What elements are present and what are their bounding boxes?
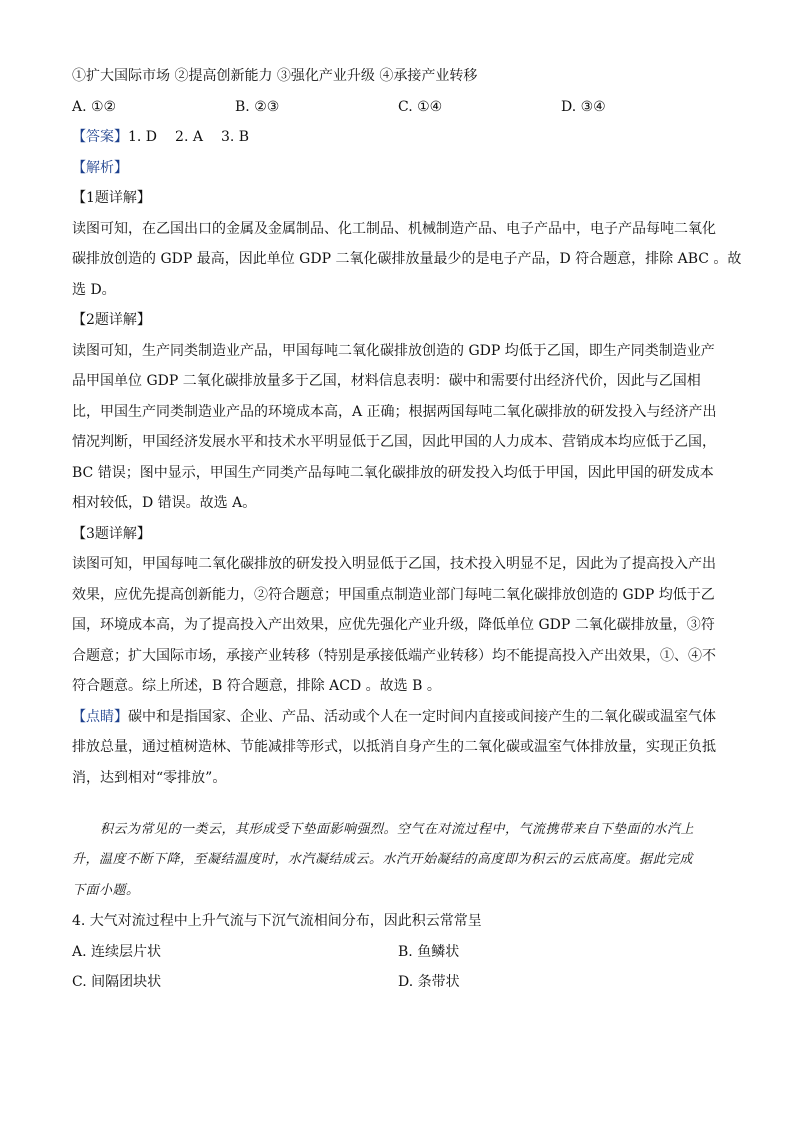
q1-line: 读图可知，在乙国出口的金属及金属制品、化工制品、机械制造产品、电子产品中，电子产品每吨二氧化 bbox=[72, 220, 716, 237]
tip-line-first bbox=[72, 705, 724, 729]
q3-line: 读图可知，甲国每吨二氧化碳排放的研发投入明显低于乙国，技术投入明显不足，因此为了提高投入产出 bbox=[72, 556, 716, 572]
tip-line: 排放总量，通过植树造林、节能减排等形式，以抵消自身产生的二氧化碳或温室气体排放量，实现正负抵 bbox=[72, 739, 716, 755]
answer-line bbox=[72, 125, 724, 149]
material-passage bbox=[72, 818, 724, 903]
document-content bbox=[72, 64, 742, 1001]
answer-item-2: 2. A bbox=[175, 129, 203, 145]
answer-label: 【答案】 bbox=[72, 129, 128, 145]
q3-line: 国，环境成本高，为了提高投入产出效果，应优先强化产业升级，降低单位 GDP 二氧化碳排放量，③符 bbox=[72, 617, 715, 633]
material-line: 积云为常见的一类云，其形成受下垫面影响强烈。空气在对流过程中，气流携带来自下垫面的水汽上 bbox=[100, 821, 695, 837]
answer-item-3: 3. B bbox=[220, 129, 250, 145]
q3-options-header: ①扩大国际市场 ②提高创新能力 ③强化产业升级 ④承接产业转移 bbox=[72, 68, 478, 84]
tip-label: 【点睛】 bbox=[72, 708, 128, 725]
q2-line: 品甲国单位 GDP 二氧化碳排放量多于乙国，材料信息表明：碳中和需要付出经济代价，因此与乙国相 bbox=[72, 373, 701, 389]
analysis-label: 【解析】 bbox=[72, 159, 128, 176]
q4-choices-row-1 bbox=[72, 940, 724, 964]
q3-choice-b: B. ②③ bbox=[235, 98, 280, 115]
q3-line: 效果，应优先提高创新能力，②符合题意；甲国重点制造业部门每吨二氧化碳排放创造的 GDP 均低于乙 bbox=[72, 586, 715, 603]
q1-explanation bbox=[72, 217, 742, 302]
tip-line: 碳中和是指国家、企业、产品、活动或个人在一定时间内直接或间接产生的二氧化碳或温室气体 bbox=[128, 708, 716, 725]
q3-heading: 【3题详解】 bbox=[72, 525, 151, 542]
q4-choice-d: D. 条带状 bbox=[398, 974, 460, 990]
q1-line: 选 D。 bbox=[72, 281, 116, 298]
q1-line: 碳排放创造的 GDP 最高，因此单位 GDP 二氧化碳排放量最少的是电子产品，D 符合题意，排除 ABC 。故 bbox=[72, 251, 742, 267]
q3-choices bbox=[72, 95, 724, 119]
q2-line: 情况判断，甲国经济发展水平和技术水平明显低于乙国，因此甲国的人力成本、营销成本均应低于乙国， bbox=[72, 434, 716, 450]
material-line: 下面小题。 bbox=[72, 882, 140, 898]
q2-line: 读图可知，生产同类制造业产品，甲国每吨二氧化碳排放创造的 GDP 均低于乙国，即生产同类制造业产 bbox=[72, 342, 715, 359]
q4-stem: 4. 大气对流过程中上升气流与下沉气流相间分布，因此积云常常呈 bbox=[72, 913, 482, 929]
tip-line: 消，达到相对“零排放”。 bbox=[72, 769, 227, 786]
tip-block bbox=[72, 705, 724, 790]
q3-line: 合题意；扩大国际市场，承接产业转移（特别是承接低端产业转移）均不能提高投入产出效果，①、④不 bbox=[72, 647, 716, 664]
q2-explanation bbox=[72, 339, 724, 516]
q3-explanation bbox=[72, 552, 724, 698]
q4-choice-b: B. 鱼鳞状 bbox=[398, 943, 460, 960]
q4-choices-row-2 bbox=[72, 970, 724, 994]
q3-choice-c: C. ①④ bbox=[398, 98, 443, 115]
q2-line: BC 错误；图中显示，甲国生产同类产品每吨二氧化碳排放的研发投入均低于甲国，因此甲国的研发成本 bbox=[72, 464, 714, 481]
material-line: 升，温度不断下降，至凝结温度时，水汽凝结成云。水汽开始凝结的高度即为积云的云底高度。据此完成 bbox=[72, 852, 694, 867]
answer-item-1: 1. D bbox=[128, 129, 158, 145]
q4-choice-c: C. 间隔团块状 bbox=[72, 974, 162, 990]
q2-line: 相对较低，D 错误。故选 A。 bbox=[72, 495, 257, 511]
q3-choice-a: A. ①② bbox=[72, 98, 117, 115]
q1-heading: 【1题详解】 bbox=[72, 190, 151, 206]
q4-choice-a: A. 连续层片状 bbox=[72, 943, 162, 960]
q2-heading: 【2题详解】 bbox=[72, 312, 151, 328]
q2-line: 比，甲国生产同类制造业产品的环境成本高，A 正确；根据两国每吨二氧化碳排放的研发投入与经济产出 bbox=[72, 403, 717, 420]
q3-choice-d: D. ③④ bbox=[561, 98, 606, 115]
q3-line: 符合题意。综上所述，B 符合题意，排除 ACD 。故选 B 。 bbox=[72, 678, 441, 694]
